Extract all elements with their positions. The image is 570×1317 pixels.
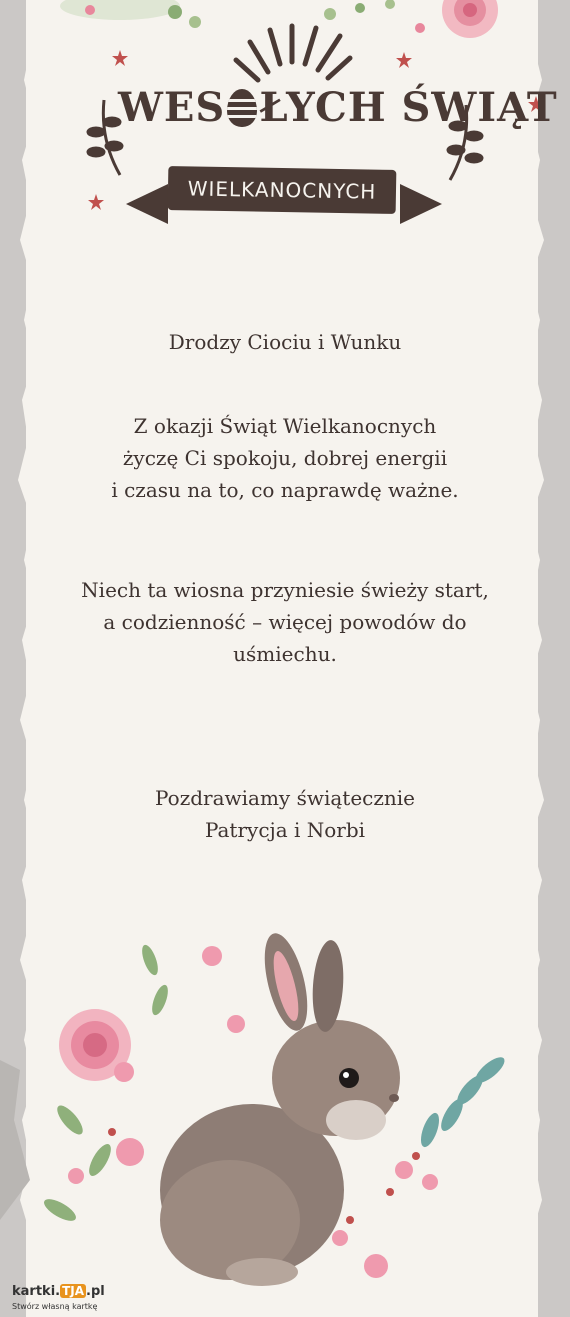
brand-name-text: kartki. — [12, 1284, 61, 1299]
message-line: i czasu na to, co naprawdę ważne. — [111, 478, 459, 502]
brand-logo-badge: TJA — [62, 1284, 85, 1298]
brand-name — [12, 1284, 105, 1299]
title-part-2: ŁYCH ŚWIĄT — [259, 84, 558, 131]
banner-tail-left — [126, 184, 168, 224]
header-title — [0, 0, 570, 260]
teal-leaf-icon — [417, 1053, 508, 1149]
easter-egg-icon — [227, 89, 257, 127]
message-paragraph-2 — [40, 574, 530, 670]
bunny-illustration — [0, 920, 570, 1317]
sunburst-icon — [236, 26, 350, 80]
signature-text: Patrycja i Norbi — [204, 818, 366, 842]
closing-block — [40, 782, 530, 846]
title-heading — [118, 84, 558, 131]
message-line: a codzienność – więcej powodów do — [103, 610, 467, 634]
message-line: uśmiechu. — [233, 642, 337, 666]
greeting: Drodzy Ciociu i Wunku — [168, 330, 402, 354]
banner-text: WIELKANOCNYCH — [187, 176, 377, 204]
title-part-1: WES — [118, 84, 226, 131]
brand-logo[interactable] — [8, 1284, 120, 1316]
message-line: życzę Ci spokoju, dobrej energii — [122, 446, 448, 470]
message-paragraph-1 — [40, 410, 530, 506]
bunny-icon — [160, 929, 400, 1286]
brand-tld: .pl — [86, 1284, 105, 1299]
banner-ribbon — [168, 166, 397, 214]
leaf-icon — [41, 943, 171, 1225]
greeting-text — [40, 326, 530, 358]
laurel-left-icon — [88, 100, 122, 175]
message-line: Niech ta wiosna przyniesie świeży start, — [81, 578, 489, 602]
closing-text: Pozdrawiamy świątecznie — [155, 786, 415, 810]
banner-tail-right — [400, 184, 442, 224]
brand-tagline: Stwórz własną kartkę — [12, 1302, 98, 1311]
message-line: Z okazji Świąt Wielkanocnych — [133, 414, 437, 438]
